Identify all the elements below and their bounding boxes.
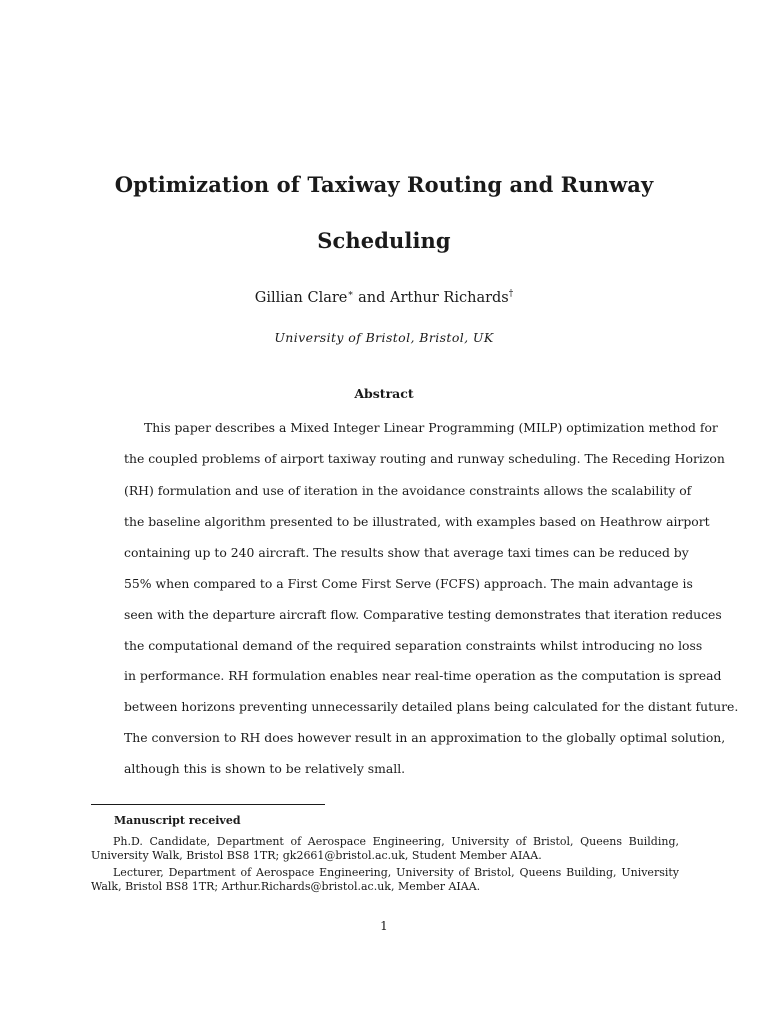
author-footnote-mark-1: ∗ — [347, 289, 354, 299]
footnote-author-1 — [91, 835, 679, 863]
abstract-line: the computational demand of the required separation constraints whilst introducing no loss — [124, 638, 703, 653]
manuscript-received-note: Manuscript received — [114, 814, 241, 827]
abstract-line: (RH) formulation and use of iteration in the avoidance constraints allows the scalability of — [124, 483, 692, 498]
author-name-1: Gillian Clare — [254, 290, 348, 306]
abstract-line: containing up to 240 aircraft. The results show that average taxi times can be reduced by — [124, 545, 689, 560]
abstract-line: although this is shown to be relatively small. — [124, 761, 406, 776]
affiliation: University of Bristol, Bristol, UK — [274, 330, 494, 345]
abstract-line: This paper describes a Mixed Integer Linear Programming (MILP) optimization method for — [144, 420, 718, 435]
abstract-line: 55% when compared to a First Come First Serve (FCFS) approach. The main advantage is — [124, 576, 693, 591]
abstract-line: the baseline algorithm presented to be illustrated, with examples based on Heathrow airport — [124, 514, 710, 529]
footnote-rule — [91, 804, 325, 805]
abstract-line: the coupled problems of airport taxiway routing and runway scheduling. The Receding Horizon — [124, 451, 725, 466]
abstract-line: The conversion to RH does however result in an approximation to the globally optimal solution, — [124, 730, 726, 745]
author-footnote-mark-2: † — [508, 289, 514, 299]
footnote-text: Lecturer, Department of Aerospace Engineering, University of Bristol, Queens Building, University Walk, Bristol BS8 1TR; Arthur.Richards@bristol.ac.uk, Member AIAA. — [91, 866, 679, 893]
author-conjunction: and — [353, 290, 390, 306]
footnote-text: Ph.D. Candidate, Department of Aerospace Engineering, University of Bristol, Queens Building, University Walk, Bristol BS8 1TR; gk2661@bristol.ac.uk, Student Member AIAA. — [91, 835, 679, 862]
page-number: 1 — [380, 919, 388, 933]
abstract-heading: Abstract — [354, 386, 414, 401]
paper-title-line-1: Optimization of Taxiway Routing and Runway — [114, 172, 654, 197]
author-name-2: Arthur Richards — [389, 290, 509, 306]
abstract-line: between horizons preventing unnecessarily detailed plans being calculated for the distant future. — [124, 699, 739, 714]
paper-title-line-2: Scheduling — [317, 228, 451, 253]
footnote-author-2 — [91, 866, 679, 894]
author-line — [0, 289, 768, 306]
abstract-line: in performance. RH formulation enables near real-time operation as the computation is spread — [124, 668, 722, 683]
abstract-line: seen with the departure aircraft flow. Comparative testing demonstrates that iteration reduces — [124, 607, 722, 622]
